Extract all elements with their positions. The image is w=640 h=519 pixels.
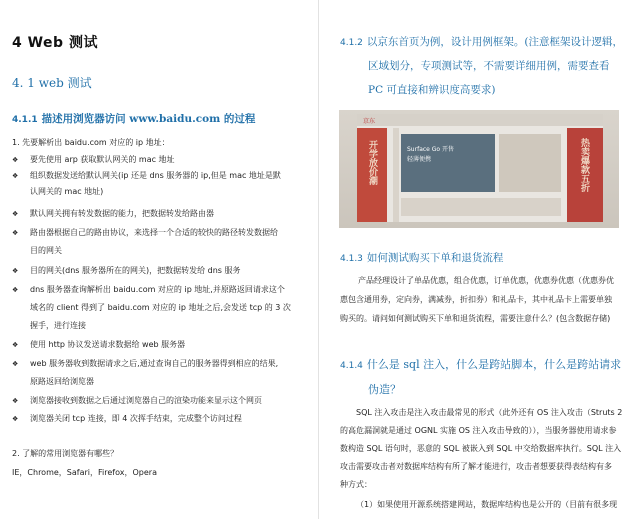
subsection-title-cont: 区域划分，专项测试等，不需要详细用例，需要查看 xyxy=(368,60,610,72)
list-item: ❖ 使用 http 协议发送请求数据给 web 服务器 xyxy=(12,337,185,354)
list-item-cont: 握手，进行连接 xyxy=(30,321,86,330)
side-banner xyxy=(499,134,561,192)
question-2: 2. 了解的常用浏览器有哪些？ xyxy=(12,449,119,458)
paragraph-line: 的高危漏洞就是通过 OGNL 实施 OS 注入攻击导致的）），当服务器使用请求参 xyxy=(340,426,617,435)
promo-text: 轻薄便携 xyxy=(407,156,432,163)
promo-banner xyxy=(401,134,495,192)
list-item: ❖ 目的网关(dns 服务器所在的网关)，把数据转发给 dns 服务 xyxy=(12,263,241,280)
browser-list: IE，Chrome，Safari，Firefox，Opera xyxy=(12,468,157,477)
diamond-bullet-icon: ❖ xyxy=(12,172,19,180)
category-menu xyxy=(393,128,399,222)
right-ad-text: 热卖爆款五折 xyxy=(579,138,589,192)
list-item: ❖ 浏览器接收到数据之后通过浏览器自己的渲染功能来显示这个网页 xyxy=(12,393,262,410)
diamond-bullet-icon: ❖ xyxy=(12,156,19,164)
list-item: ❖ web 服务器收到数据请求之后,通过查询自己的服务器得到相应的结果, xyxy=(12,356,278,373)
diamond-bullet-icon: ❖ xyxy=(12,397,19,405)
subsection-number: 4.1.2 xyxy=(340,38,363,48)
list-item: ❖ 默认网关拥有转发数据的能力，把数据转发给路由器 xyxy=(12,206,214,223)
diamond-bullet-icon: ❖ xyxy=(12,267,19,275)
jd-logo: 京东 xyxy=(363,118,376,125)
diamond-bullet-icon: ❖ xyxy=(12,341,19,349)
list-item-cont: 原路返回给浏览器 xyxy=(30,377,94,386)
subsection-4-1-3: 4.1.3 如何测试购买下单和退货流程 xyxy=(340,252,504,264)
subsection-number: 4.1.4 xyxy=(340,361,363,371)
paragraph-line: 攻击需要攻击者对数据库结构有所了解才能进行，攻击者想要获得表结构有多 xyxy=(340,462,612,471)
subsection-title-cont: PC 可直接和辨识度高要求) xyxy=(368,84,496,96)
list-item-cont: 域名的 client 得到了 baidu.com 对应的 ip 地址之后,会发送 tcp 的 3 次 xyxy=(30,303,291,312)
product-row xyxy=(401,198,561,216)
list-item-cont: 认网关的 mac 地址) xyxy=(30,187,104,196)
left-ad-text: 开学放价潮 xyxy=(367,140,377,185)
list-item: ❖ dns 服务器查询解析出 baidu.com 对应的 ip 地址,并原路返回请求这个 xyxy=(12,282,285,299)
diamond-bullet-icon: ❖ xyxy=(12,415,19,423)
paragraph-line: （1）如果使用开源系统搭建网站，数据库结构也是公开的（目前有很多现 xyxy=(356,500,618,509)
paragraph-line: 种方式： xyxy=(340,480,372,489)
subsection-number: 4.1.1 xyxy=(12,115,38,125)
subsection-title: 描述用浏览器访问 www.baidu.com 的过程 xyxy=(41,113,256,125)
subsection-4-1-4: 4.1.4 什么是 sql 注入，什么是跨站脚本，什么是跨站请求 xyxy=(340,358,622,371)
screen xyxy=(357,114,603,222)
list-item-cont: 目的网关 xyxy=(30,246,62,255)
subsection-number: 4.1.3 xyxy=(340,254,363,264)
list-item: ❖ 要先使用 arp 获取默认网关的 mac 地址 xyxy=(12,152,175,169)
browser-bar xyxy=(357,114,603,126)
subsection-title-cont: 伪造？ xyxy=(368,383,401,396)
paragraph-line: 购买的。请问如何测试购买下单和退货流程，需要注意什么？(包含数据存储) xyxy=(340,314,611,323)
subsection-4-1-1 xyxy=(12,111,255,126)
paragraph-line: 惠包含通用券，定向券，满减券，折扣券）和礼品卡，其中礼品卡上需要单独 xyxy=(340,295,612,304)
promo-text: Surface Go 开售 xyxy=(407,146,454,153)
paragraph-line: 产品经理设计了单品优惠，组合优惠，订单优惠，优惠券优惠（优惠券优 xyxy=(358,276,614,285)
list-item: ❖ 组织数据发送给默认网关(ip 还是 dns 服务器的 ip,但是 mac 地址是默 xyxy=(12,168,281,185)
column-divider xyxy=(318,0,319,519)
jd-homepage-photo xyxy=(339,110,619,228)
paragraph-line: SQL 注入攻击是注入攻击最常见的形式（此外还有 OS 注入攻击（Struts 2 xyxy=(356,408,623,417)
list-item: ❖ 路由器根据自己的路由协议，来选择一个合适的较快的路径转发数据给 xyxy=(12,225,278,242)
subsection-4-1-2: 4.1.2 以京东首页为例，设计用例框架。(注意框架设计逻辑， xyxy=(340,36,624,48)
paragraph-line: 数构造 SQL 语句时，恶意的 SQL 被嵌入到 SQL 中交给数据库执行。SQL 注入 xyxy=(340,444,622,453)
section-title: 4. 1 web 测试 xyxy=(12,76,92,90)
diamond-bullet-icon: ❖ xyxy=(12,286,19,294)
diamond-bullet-icon: ❖ xyxy=(12,360,19,368)
chapter-title: 4 Web 测试 xyxy=(12,35,98,51)
diamond-bullet-icon: ❖ xyxy=(12,229,19,237)
intro-line: 1. 先要解析出 baidu.com 对应的 ip 地址： xyxy=(12,138,170,147)
list-item: ❖ 浏览器关闭 tcp 连接，即 4 次挥手结束，完成整个访问过程 xyxy=(12,411,242,428)
diamond-bullet-icon: ❖ xyxy=(12,210,19,218)
